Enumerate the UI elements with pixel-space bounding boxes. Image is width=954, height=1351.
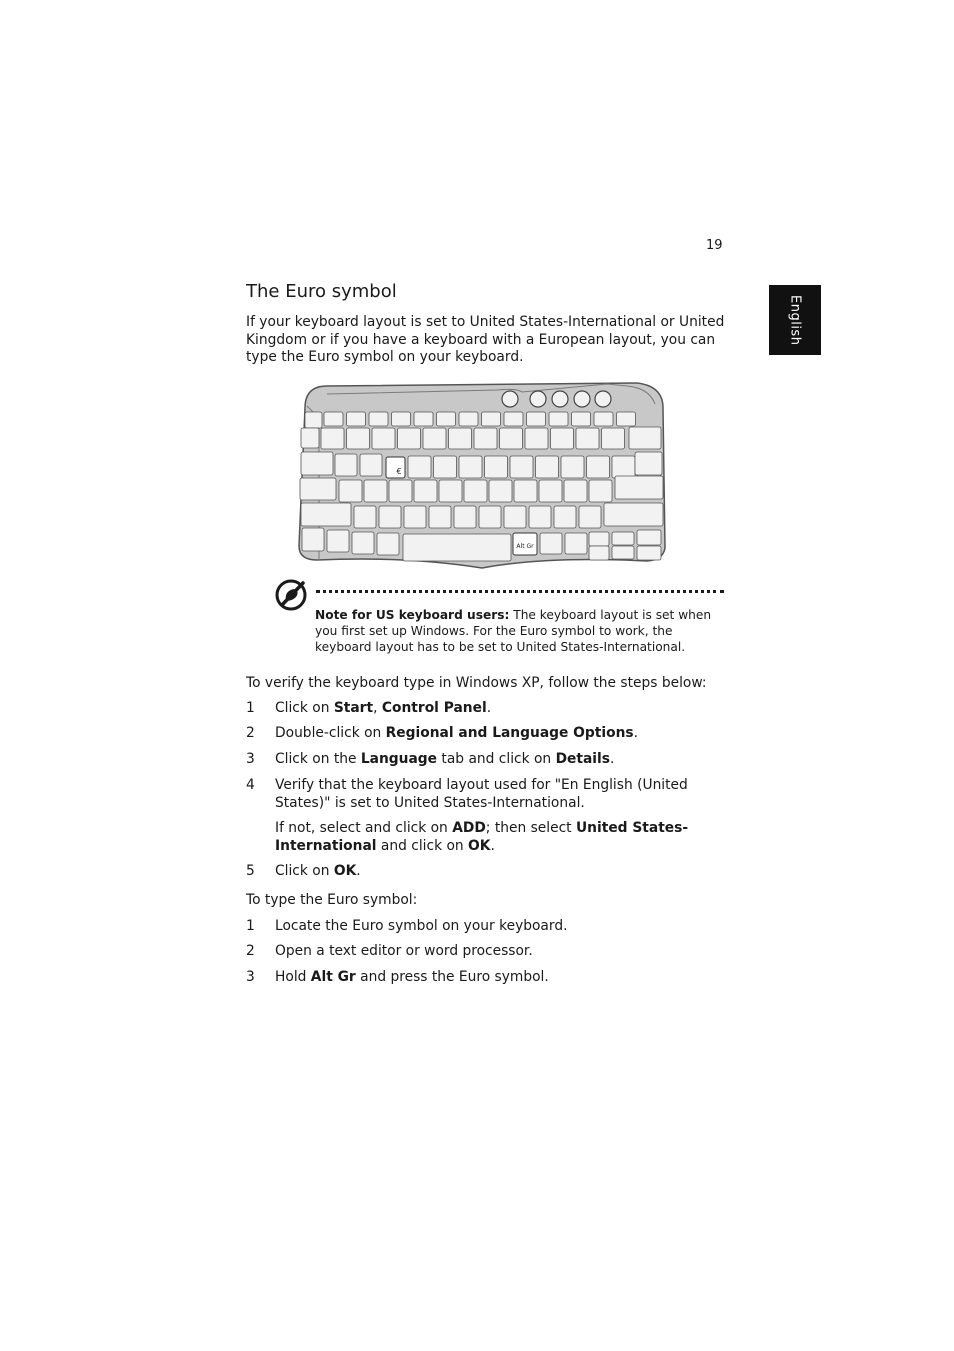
keyboard-key bbox=[554, 506, 576, 528]
section-title: The Euro symbol bbox=[246, 281, 397, 302]
keyboard-key bbox=[612, 456, 635, 478]
language-tab bbox=[769, 285, 821, 355]
keyboard-key bbox=[339, 480, 362, 502]
keyboard-key bbox=[301, 428, 319, 448]
svg-text:Alt Gr: Alt Gr bbox=[516, 543, 534, 550]
keyboard-key bbox=[564, 480, 587, 502]
keyboard-key bbox=[301, 503, 351, 526]
keyboard-key bbox=[300, 478, 336, 500]
note-divider bbox=[316, 590, 724, 593]
keyboard-key bbox=[594, 412, 613, 426]
step-number: 4 bbox=[246, 777, 255, 793]
verify-step-5: Click on OK. bbox=[275, 863, 361, 879]
keyboard-key bbox=[377, 533, 399, 555]
keyboard-key bbox=[576, 428, 599, 449]
keyboard-keys bbox=[300, 391, 663, 561]
svg-text:€: € bbox=[396, 467, 402, 476]
intro-paragraph: If your keyboard layout is set to United States-International or United Kingdom or if you have a keyboard with a European layout, you can type the Euro symbol on your keyboard. bbox=[246, 314, 725, 366]
keyboard-key bbox=[392, 412, 411, 426]
keyboard-key bbox=[429, 506, 451, 528]
keyboard-key bbox=[347, 428, 370, 449]
keyboard-key bbox=[414, 412, 433, 426]
keyboard-key bbox=[539, 480, 562, 502]
step-number: 1 bbox=[246, 918, 255, 934]
launch-key bbox=[552, 391, 568, 407]
keyboard-key bbox=[635, 452, 662, 475]
keyboard-key bbox=[352, 532, 374, 554]
keyboard-key bbox=[449, 428, 472, 449]
keyboard-key bbox=[617, 412, 636, 426]
verify-step-4: Verify that the keyboard layout used for "En English (United States)" is set to United States-International. bbox=[275, 777, 688, 811]
step-number: 2 bbox=[246, 943, 255, 959]
verify-step-1: Click on Start, Control Panel. bbox=[275, 700, 492, 716]
keyboard-key bbox=[629, 427, 661, 449]
step-number: 5 bbox=[246, 863, 255, 879]
keyboard-key bbox=[485, 456, 508, 478]
keyboard-key bbox=[327, 530, 349, 552]
type-step-1: Locate the Euro symbol on your keyboard. bbox=[275, 918, 568, 934]
keyboard-key bbox=[364, 480, 387, 502]
keyboard-key bbox=[335, 454, 357, 476]
keyboard-key bbox=[514, 480, 537, 502]
keyboard-key bbox=[602, 428, 625, 449]
keyboard-key bbox=[482, 412, 501, 426]
keyboard-key bbox=[489, 480, 512, 502]
launch-key bbox=[530, 391, 546, 407]
keyboard-key bbox=[615, 476, 663, 499]
keyboard-key bbox=[437, 412, 456, 426]
keyboard-key bbox=[464, 480, 487, 502]
keyboard-key bbox=[565, 533, 587, 554]
keyboard-key bbox=[408, 456, 431, 478]
step-number: 3 bbox=[246, 751, 255, 767]
keyboard-key bbox=[551, 428, 574, 449]
keyboard-key bbox=[398, 428, 421, 449]
keyboard-key bbox=[525, 428, 548, 449]
keyboard-key bbox=[347, 412, 366, 426]
type-step-2: Open a text editor or word processor. bbox=[275, 943, 533, 959]
keyboard-key bbox=[549, 412, 568, 426]
keyboard-key bbox=[379, 506, 401, 528]
keyboard-key bbox=[305, 412, 322, 428]
keyboard-key bbox=[369, 412, 388, 426]
keyboard-key bbox=[612, 532, 634, 545]
euro-key bbox=[386, 457, 405, 478]
keyboard-key bbox=[510, 456, 533, 478]
keyboard-key bbox=[459, 456, 482, 478]
keyboard-key bbox=[454, 506, 476, 528]
type-euro-intro: To type the Euro symbol: bbox=[246, 892, 418, 908]
keyboard-key bbox=[561, 456, 584, 478]
keyboard-key bbox=[434, 456, 457, 478]
launch-key bbox=[502, 391, 518, 407]
keyboard-key bbox=[637, 546, 661, 560]
keyboard-key bbox=[500, 428, 523, 449]
keyboard-key bbox=[637, 530, 661, 545]
keyboard-key bbox=[604, 503, 663, 526]
type-step-3: Hold Alt Gr and press the Euro symbol. bbox=[275, 969, 549, 985]
keyboard-key bbox=[372, 428, 395, 449]
keyboard-key bbox=[529, 506, 551, 528]
keyboard-illustration bbox=[297, 378, 667, 570]
note-text bbox=[315, 607, 715, 655]
language-tab-label: English bbox=[787, 294, 803, 346]
keyboard-key bbox=[324, 412, 343, 426]
keyboard-key bbox=[474, 428, 497, 449]
note-label: Note for US keyboard users: bbox=[315, 608, 510, 622]
keyboard-key bbox=[540, 533, 562, 554]
verify-intro: To verify the keyboard type in Windows XP, follow the steps below: bbox=[246, 675, 707, 691]
keyboard-key bbox=[504, 412, 523, 426]
note-body: The keyboard layout is set when you first set up Windows. For the Euro symbol to work, the keyboard layout has to be set to United States-International. bbox=[315, 608, 712, 654]
launch-key bbox=[595, 391, 611, 407]
keyboard-key bbox=[479, 506, 501, 528]
keyboard-key bbox=[439, 480, 462, 502]
keyboard-key bbox=[302, 528, 324, 551]
altgr-key bbox=[513, 533, 537, 555]
step-number: 2 bbox=[246, 725, 255, 741]
launch-key bbox=[574, 391, 590, 407]
keyboard-key bbox=[536, 456, 559, 478]
page-number: 19 bbox=[706, 238, 723, 253]
keyboard-key bbox=[587, 456, 610, 478]
keyboard-key bbox=[404, 506, 426, 528]
keyboard-key bbox=[589, 480, 612, 502]
step-number: 1 bbox=[246, 700, 255, 716]
verify-step-4-note: If not, select and click on ADD; then select United States-International and click on OK. bbox=[275, 820, 689, 854]
verify-step-3: Click on the Language tab and click on Details. bbox=[275, 751, 615, 767]
keyboard-key bbox=[527, 412, 546, 426]
keyboard-key bbox=[572, 412, 591, 426]
keyboard-key bbox=[360, 454, 382, 476]
keyboard-key bbox=[414, 480, 437, 502]
space-bar bbox=[403, 534, 511, 561]
keyboard-key bbox=[589, 532, 609, 546]
keyboard-key bbox=[301, 452, 333, 475]
keyboard-key bbox=[459, 412, 478, 426]
step-number: 3 bbox=[246, 969, 255, 985]
keyboard-key bbox=[579, 506, 601, 528]
keyboard-key bbox=[612, 546, 634, 559]
keyboard-key bbox=[423, 428, 446, 449]
keyboard-key bbox=[504, 506, 526, 528]
keyboard-key bbox=[389, 480, 412, 502]
note-icon bbox=[274, 577, 310, 613]
keyboard-key bbox=[589, 546, 609, 560]
keyboard-key bbox=[321, 428, 344, 449]
verify-step-2: Double-click on Regional and Language Options. bbox=[275, 725, 638, 741]
keyboard-key bbox=[354, 506, 376, 528]
